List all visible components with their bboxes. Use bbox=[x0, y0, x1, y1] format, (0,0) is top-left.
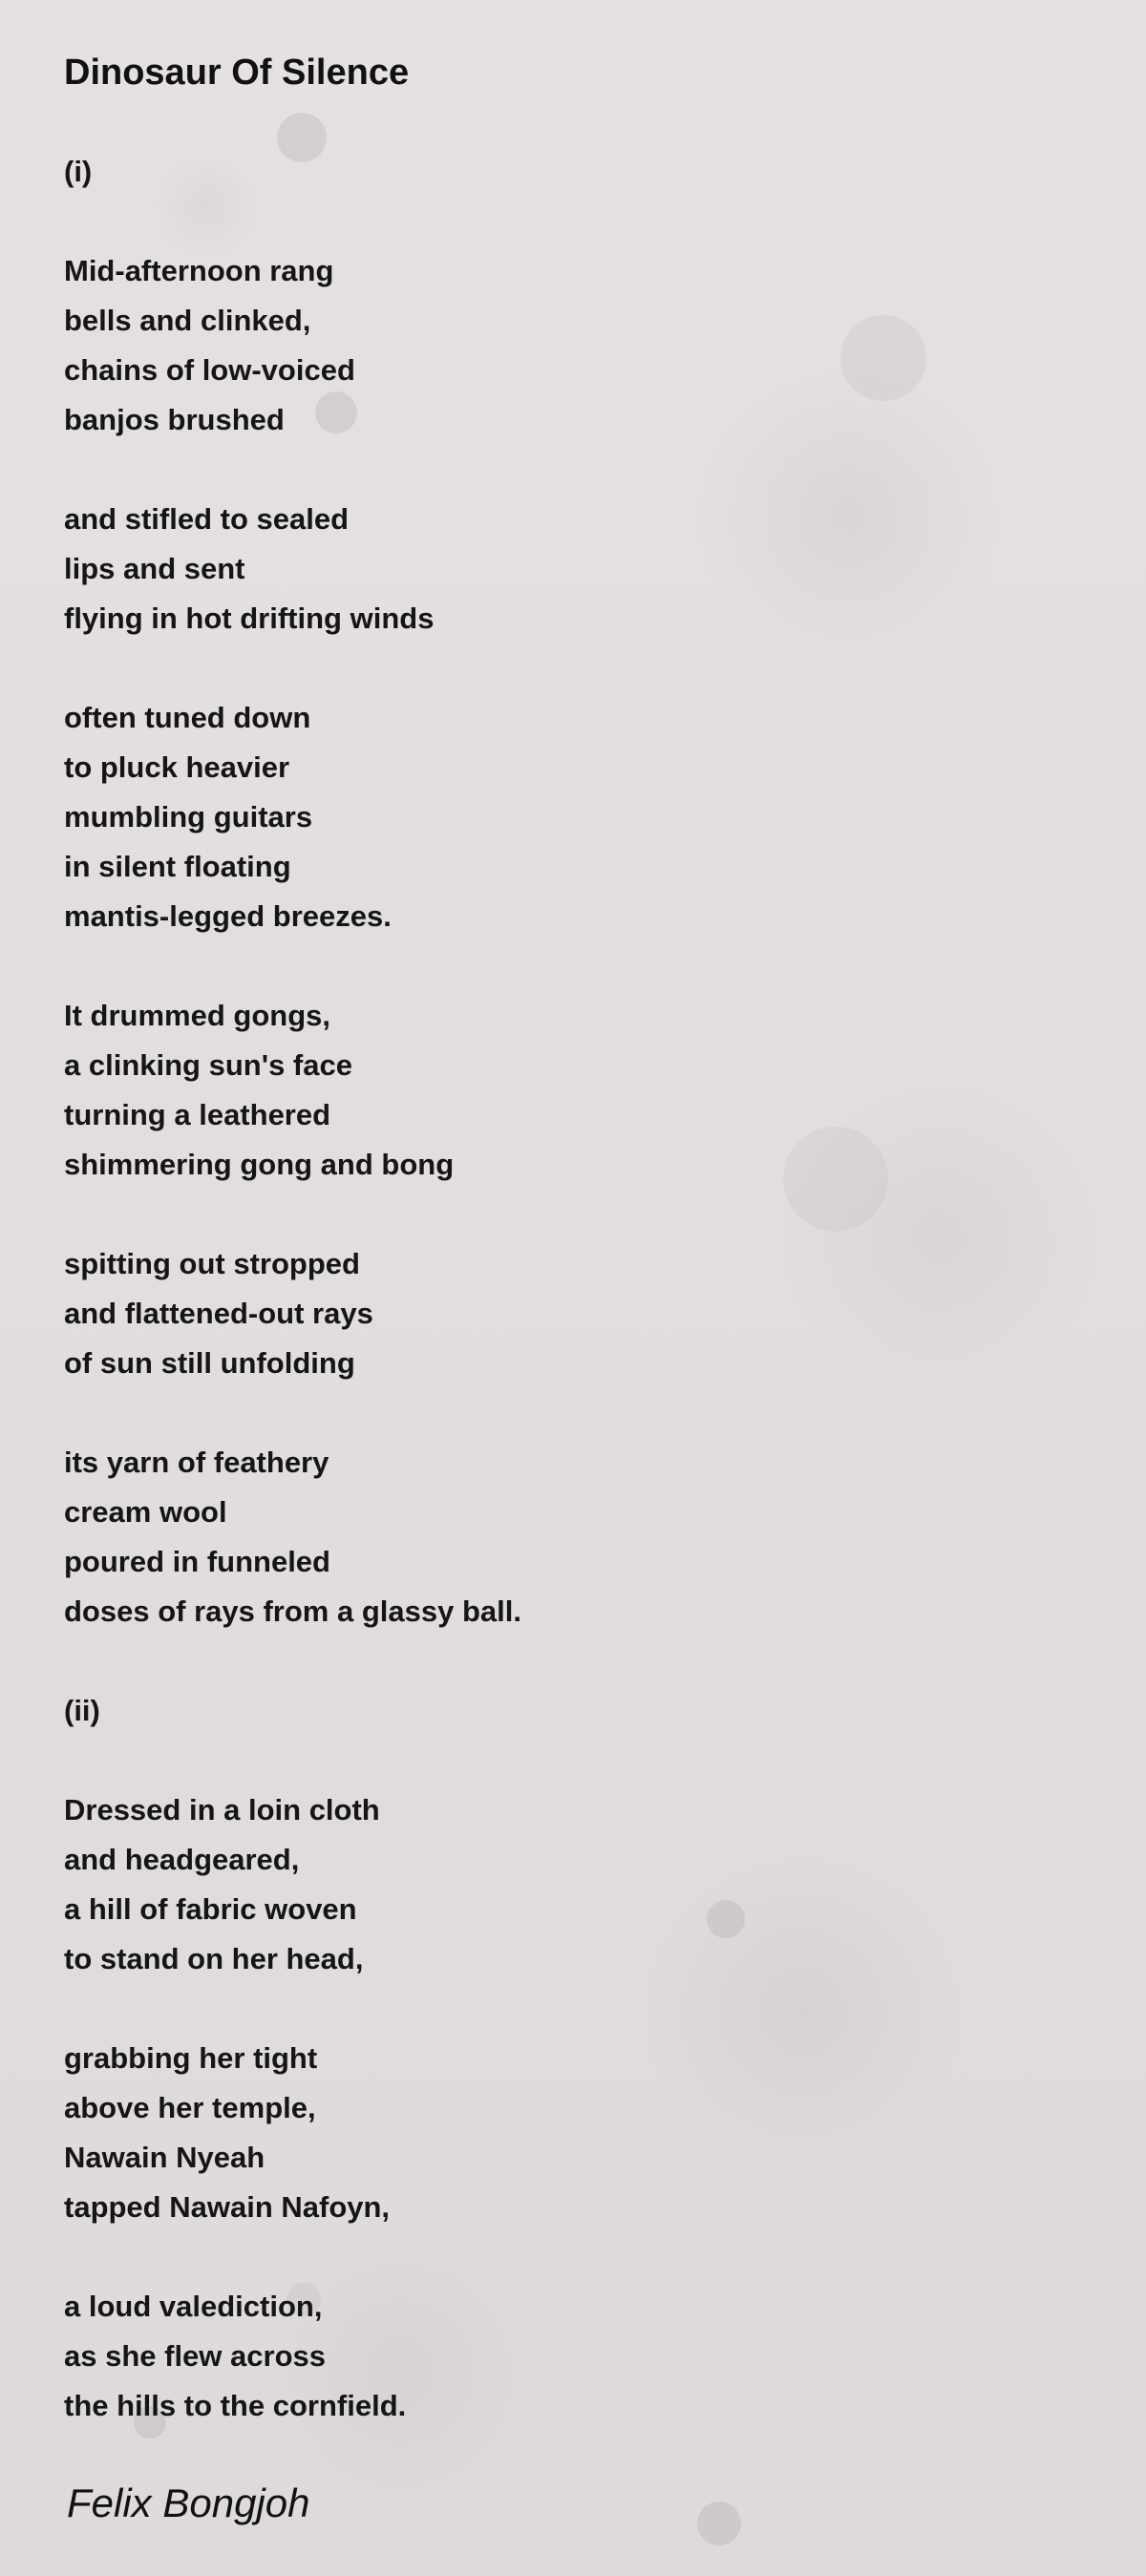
poem-line: lips and sent bbox=[64, 552, 245, 585]
poem-line: to stand on her head, bbox=[64, 1942, 364, 1975]
poem-line: shimmering gong and bong bbox=[64, 1148, 455, 1181]
poem-line: as she flew across bbox=[64, 2339, 326, 2373]
poem-line: banjos brushed bbox=[64, 403, 285, 436]
poem-line: It drummed gongs, bbox=[64, 999, 330, 1032]
poem-line: the hills to the cornfield. bbox=[64, 2389, 407, 2422]
poem-line: bells and clinked, bbox=[64, 304, 311, 337]
poem-line: mantis-legged breezes. bbox=[64, 899, 392, 933]
stanza-break bbox=[64, 644, 1089, 693]
poem-line: a loud valediction, bbox=[64, 2290, 323, 2323]
stanza-break bbox=[64, 445, 1089, 495]
poem-body bbox=[64, 147, 1089, 2431]
poem-line: mumbling guitars bbox=[64, 800, 313, 834]
poem-author: Felix Bongjoh bbox=[67, 2481, 310, 2525]
stanza-break bbox=[64, 1388, 1089, 1438]
poem-line: poured in funneled bbox=[64, 1545, 330, 1578]
stanza-break bbox=[64, 2232, 1089, 2282]
stanza-break bbox=[64, 1984, 1089, 2034]
poem-line: flying in hot drifting winds bbox=[64, 602, 435, 635]
poem-line: tapped Nawain Nafoyn, bbox=[64, 2190, 391, 2224]
poem-line: and headgeared, bbox=[64, 1843, 300, 1876]
poem-line: a clinking sun's face bbox=[64, 1048, 352, 1082]
poem-line: Dressed in a loin cloth bbox=[64, 1793, 380, 1826]
poem-line: Nawain Nyeah bbox=[64, 2141, 265, 2174]
poem-line: (ii) bbox=[64, 1694, 100, 1727]
poem-line: above her temple, bbox=[64, 2091, 316, 2124]
poem-line: often tuned down bbox=[64, 701, 311, 734]
poem-line: turning a leathered bbox=[64, 1098, 331, 1131]
poem-line: in silent floating bbox=[64, 850, 291, 883]
poem-line: its yarn of feathery bbox=[64, 1446, 329, 1479]
stanza-break bbox=[64, 197, 1089, 246]
poem-line: grabbing her tight bbox=[64, 2041, 318, 2075]
poem-title: Dinosaur Of Silence bbox=[64, 53, 410, 93]
poem-line: doses of rays from a glassy ball. bbox=[64, 1594, 521, 1628]
ink-blot bbox=[697, 2502, 741, 2545]
poem-line: a hill of fabric woven bbox=[64, 1892, 357, 1926]
poem bbox=[64, 48, 1089, 2422]
stanza-break bbox=[64, 1736, 1089, 1785]
poem-line: chains of low-voiced bbox=[64, 353, 355, 387]
poem-line: (i) bbox=[64, 155, 93, 188]
stanza-break bbox=[64, 1190, 1089, 1239]
poem-line: to pluck heavier bbox=[64, 750, 290, 784]
poem-line: spitting out stropped bbox=[64, 1247, 360, 1280]
poem-line: of sun still unfolding bbox=[64, 1346, 355, 1380]
poem-line: Mid-afternoon rang bbox=[64, 254, 334, 287]
stanza-break bbox=[64, 1636, 1089, 1686]
poem-line: and stifled to sealed bbox=[64, 502, 350, 536]
poem-line: and flattened-out rays bbox=[64, 1297, 373, 1330]
stanza-break bbox=[64, 941, 1089, 991]
poem-line: cream wool bbox=[64, 1495, 227, 1529]
